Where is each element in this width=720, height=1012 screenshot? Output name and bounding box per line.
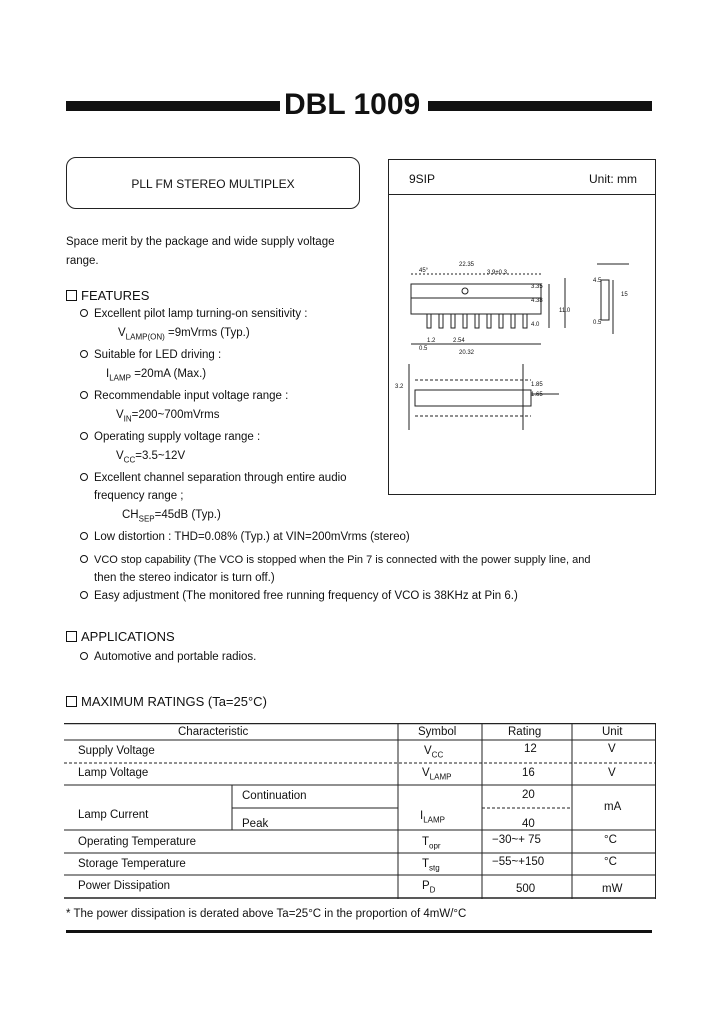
spec-subscript: LAMP bbox=[109, 373, 131, 383]
row-lampv-rating: 16 bbox=[522, 767, 535, 779]
header-bar-left bbox=[66, 101, 280, 111]
row-lampi-sub2: Peak bbox=[242, 818, 269, 830]
subtitle-text: PLL FM STEREO MULTIPLEX bbox=[131, 177, 295, 191]
feature-text-cont: frequency range ; bbox=[94, 490, 184, 502]
bullet-icon bbox=[80, 309, 88, 317]
feature-text-cont: then the stereo indicator is turn off.) bbox=[94, 572, 275, 584]
row-sttemp-rating: −55~+150 bbox=[492, 856, 545, 868]
pins-group bbox=[427, 314, 527, 328]
col-characteristic: Characteristic bbox=[178, 726, 249, 738]
spec-symbol: I bbox=[106, 368, 110, 380]
application-text: Automotive and portable radios. bbox=[94, 651, 257, 663]
bottom-rule bbox=[66, 930, 652, 933]
sym-main: T bbox=[422, 858, 430, 870]
dim-h1: 3.35 bbox=[531, 284, 543, 290]
feature-item bbox=[80, 530, 410, 545]
dim-bottom: 20.32 bbox=[459, 350, 475, 356]
dim-h3: 11.0 bbox=[559, 308, 571, 314]
package-unit: Unit: mm bbox=[589, 172, 637, 186]
spec-value: =45dB (Typ.) bbox=[154, 509, 221, 521]
package-name: 9SIP bbox=[409, 172, 436, 186]
sym-main: V bbox=[422, 767, 430, 779]
sym-main: T bbox=[422, 836, 430, 848]
bullet-icon bbox=[80, 432, 88, 440]
feature-spec bbox=[116, 449, 185, 467]
row-optemp-rating: −30~+ 75 bbox=[492, 834, 541, 846]
feature-text: VCO stop capability (The VCO is stopped when the Pin 7 is connected with the power supply line, and bbox=[94, 554, 591, 566]
spec-symbol: V bbox=[116, 450, 124, 462]
spec-symbol: V bbox=[118, 327, 126, 339]
feature-item bbox=[80, 430, 260, 445]
application-item bbox=[80, 650, 256, 665]
row-lampi-sym bbox=[420, 810, 445, 824]
row-power-unit: mW bbox=[602, 883, 623, 895]
features-heading bbox=[66, 288, 149, 303]
intro-line-2: range. bbox=[66, 255, 99, 267]
spec-value: =200~700mVrms bbox=[131, 409, 220, 421]
row-lampi-sub1: Continuation bbox=[242, 790, 307, 802]
bullet-icon bbox=[80, 391, 88, 399]
row-supply-rating: 12 bbox=[524, 743, 537, 755]
row-lampv-char: Lamp Voltage bbox=[78, 767, 149, 779]
dim-sb: 0.5 bbox=[593, 320, 602, 326]
row-supply-unit: V bbox=[608, 743, 616, 755]
sym-sub: LAMP bbox=[429, 772, 452, 782]
spec-value: =3.5~12V bbox=[135, 450, 186, 462]
dim-angle: 45° bbox=[419, 268, 429, 274]
ratings-heading bbox=[66, 694, 267, 709]
row-power-char: Power Dissipation bbox=[78, 880, 171, 892]
dim-side: 3.2 bbox=[395, 384, 404, 390]
ratings-heading-label: MAXIMUM RATINGS (Ta=25°C) bbox=[81, 694, 267, 709]
feature-item bbox=[80, 553, 591, 568]
row-supply-sym bbox=[424, 745, 443, 759]
sym-sub: stg bbox=[429, 863, 440, 873]
col-rating: Rating bbox=[508, 726, 542, 738]
feature-item bbox=[80, 389, 288, 404]
feature-item bbox=[80, 471, 347, 486]
dim-h2: 4.38 bbox=[531, 298, 543, 304]
row-optemp-char: Operating Temperature bbox=[78, 836, 197, 848]
sym-main: P bbox=[422, 880, 430, 892]
bullet-icon bbox=[80, 652, 88, 660]
header-bar-right bbox=[428, 101, 652, 111]
bullet-icon bbox=[80, 532, 88, 540]
spec-value: =9mVrms (Typ.) bbox=[164, 327, 250, 339]
col-symbol: Symbol bbox=[418, 726, 457, 738]
row-optemp-unit: °C bbox=[604, 834, 617, 846]
features-heading-label: FEATURES bbox=[81, 288, 150, 303]
applications-heading-label: APPLICATIONS bbox=[81, 629, 175, 644]
feature-text: Excellent pilot lamp turning-on sensitivity : bbox=[94, 308, 308, 320]
row-lampv-sym bbox=[422, 767, 451, 781]
feature-text: Suitable for LED driving : bbox=[94, 349, 222, 361]
dim-top: 22.35 bbox=[459, 262, 475, 268]
row-power-sym bbox=[422, 880, 435, 894]
row-lampi-char: Lamp Current bbox=[78, 809, 149, 821]
package-outline-svg bbox=[389, 194, 655, 494]
sym-sub: D bbox=[429, 885, 436, 895]
feature-text: Excellent channel separation through entire audio bbox=[94, 472, 347, 484]
spec-subscript: CC bbox=[123, 455, 136, 465]
feature-item bbox=[80, 307, 308, 322]
ratings-table bbox=[64, 723, 656, 899]
side-b: 1.65 bbox=[531, 392, 543, 398]
feature-spec bbox=[122, 508, 221, 526]
bullet-icon bbox=[80, 350, 88, 358]
feature-text: Low distortion : THD=0.08% (Typ.) at VIN=200mVrms (stereo) bbox=[94, 531, 410, 543]
sym-main: V bbox=[424, 745, 432, 757]
bullet-icon bbox=[80, 555, 88, 563]
feature-text: Easy adjustment (The monitored free running frequency of VCO is 38KHz at Pin 6.) bbox=[94, 590, 518, 602]
row-sttemp-unit: °C bbox=[604, 856, 617, 868]
feature-item bbox=[80, 589, 518, 604]
spec-symbol: CH bbox=[122, 509, 139, 521]
page-title: DBL 1009 bbox=[284, 88, 421, 121]
dim-sa: 4.5 bbox=[593, 278, 602, 284]
dim-pin: 1.2 bbox=[427, 338, 436, 344]
sym-main: I bbox=[420, 810, 424, 822]
row-lampi-rating2: 40 bbox=[522, 818, 535, 830]
row-supply-char: Supply Voltage bbox=[78, 745, 155, 757]
side-a: 1.85 bbox=[531, 382, 543, 388]
dim-pitch: 2.54 bbox=[453, 338, 465, 344]
checkbox-icon bbox=[66, 290, 77, 301]
spec-symbol: V bbox=[116, 409, 124, 421]
spec-subscript: IN bbox=[123, 414, 132, 424]
row-lampv-unit: V bbox=[608, 767, 616, 779]
sym-sub: opr bbox=[429, 841, 441, 851]
row-optemp-sym bbox=[422, 836, 441, 850]
checkbox-icon bbox=[66, 631, 77, 642]
spec-value: =20mA (Max.) bbox=[131, 368, 207, 380]
intro-line-1: Space merit by the package and wide supply voltage bbox=[66, 236, 335, 248]
feature-text: Recommendable input voltage range : bbox=[94, 390, 289, 402]
dim-sc: 15 bbox=[621, 292, 628, 298]
bullet-icon bbox=[80, 473, 88, 481]
sym-sub: CC bbox=[431, 750, 444, 760]
spec-subscript: LAMP(ON) bbox=[125, 332, 165, 342]
feature-spec bbox=[106, 367, 206, 385]
row-sttemp-char: Storage Temperature bbox=[78, 858, 186, 870]
package-drawing bbox=[388, 159, 656, 495]
row-power-rating: 500 bbox=[516, 883, 536, 895]
feature-spec bbox=[116, 408, 219, 426]
feature-item bbox=[80, 348, 221, 363]
ratings-footnote: * The power dissipation is derated above Ta=25°C in the proportion of 4mW/°C bbox=[66, 908, 467, 920]
dim-hole: 3.9±0.3 bbox=[487, 270, 507, 276]
bullet-icon bbox=[80, 591, 88, 599]
subtitle-box bbox=[66, 157, 360, 209]
row-lampi-unit: mA bbox=[604, 801, 622, 813]
feature-text: Operating supply voltage range : bbox=[94, 431, 261, 443]
row-lampi-rating1: 20 bbox=[522, 789, 535, 801]
spec-subscript: SEP bbox=[138, 514, 155, 524]
sym-sub: LAMP bbox=[423, 815, 445, 825]
dim-lead: 4.0 bbox=[531, 322, 540, 328]
applications-heading bbox=[66, 629, 175, 644]
col-unit: Unit bbox=[602, 726, 623, 738]
checkbox-icon bbox=[66, 696, 77, 707]
dim-pin2: 0.5 bbox=[419, 346, 428, 352]
feature-spec bbox=[118, 326, 250, 344]
row-sttemp-sym bbox=[422, 858, 440, 872]
